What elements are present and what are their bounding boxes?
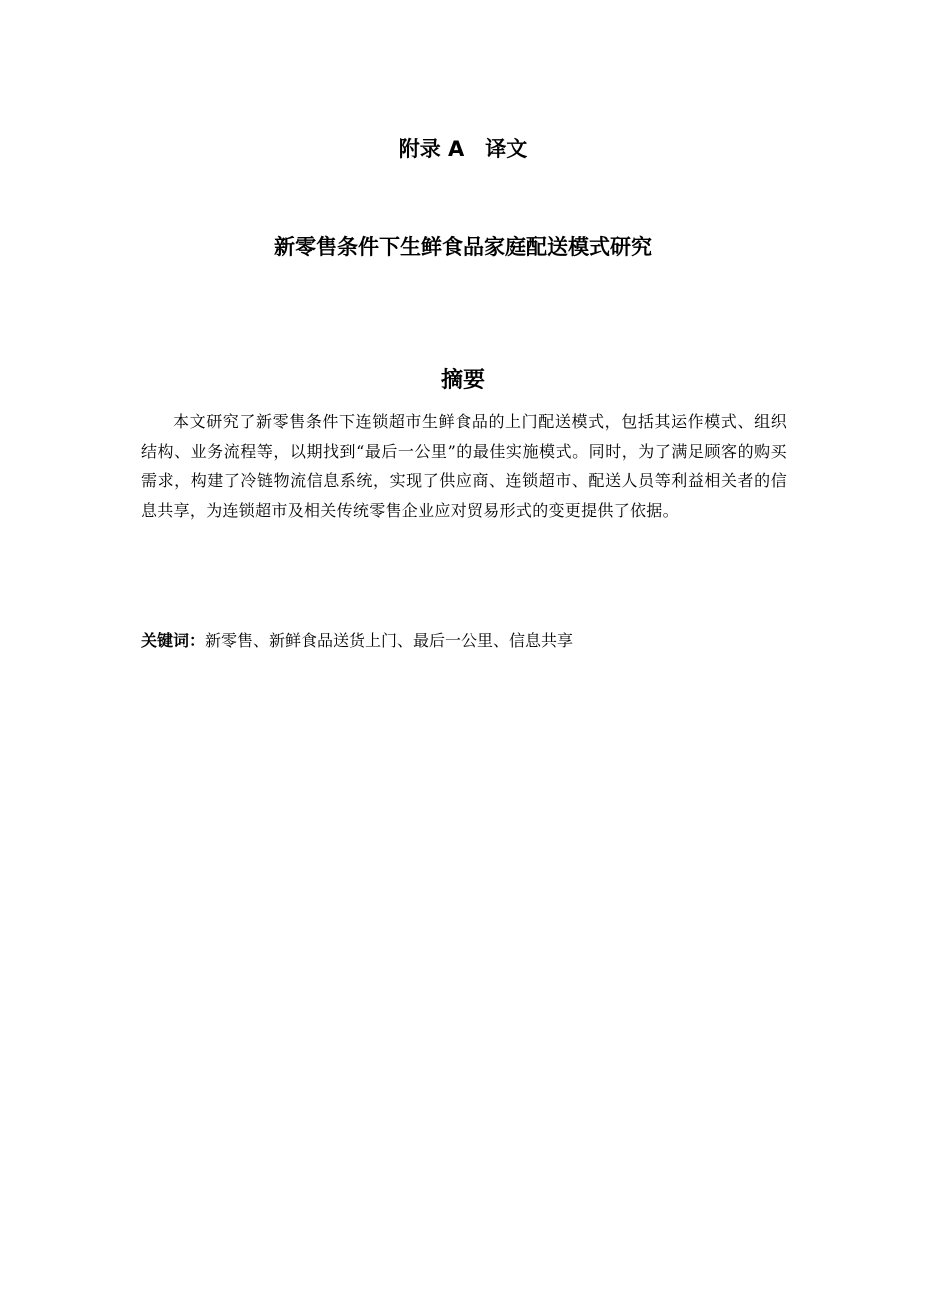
abstract-body: 本文研究了新零售条件下连锁超市生鲜食品的上门配送模式，包括其运作模式、组织结构、业务流程等，以期找到“最后一公里”的最佳实施模式。同时，为了满足顾客的购买需求，构建了冷链物流信息系统，实现了供应商、连锁超市、配送人员等利益相关者的信息共享，为连锁超市及相关传统零售企业应对贸易形式的变更提供了依据。 [141,412,787,520]
paper-title: 新零售条件下生鲜食品家庭配送模式研究 [274,235,652,259]
keywords-line [141,626,787,656]
keywords-text: 新零售、新鲜食品送货上门、最后一公里、信息共享 [205,631,574,650]
keywords-label: 关键词： [141,631,206,650]
appendix-title: 附录 A 译文 [398,137,528,161]
abstract-heading: 摘要 [440,368,485,393]
